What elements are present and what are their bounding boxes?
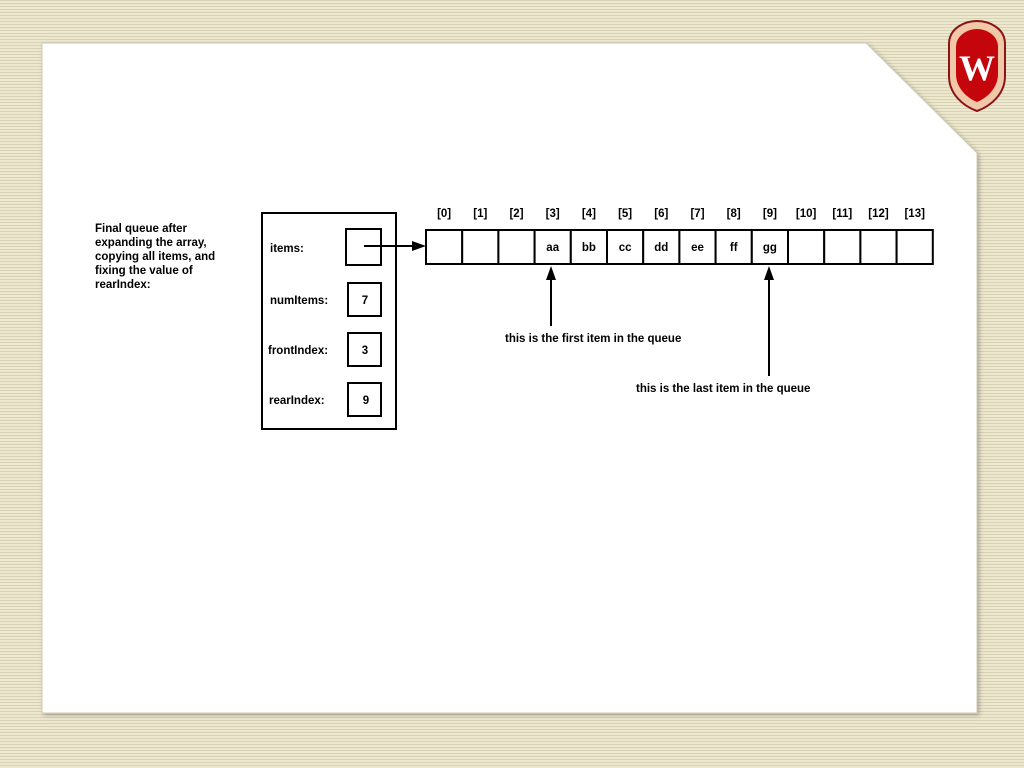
field-value-numitems: 7 [361, 295, 369, 307]
field-label-rearindex: rearIndex: [269, 395, 325, 407]
array-index-label: [12] [868, 208, 889, 220]
field-label-items: items: [270, 243, 304, 255]
caption-line: copying all items, and [95, 251, 216, 263]
slide-page [42, 43, 977, 713]
caption-line: Final queue after [95, 223, 188, 235]
caption-line: expanding the array, [95, 237, 207, 249]
array-index-label: [10] [795, 208, 817, 220]
caption-line: rearIndex: [95, 279, 151, 291]
array-index-label: [13] [904, 208, 925, 220]
last-item-note: this is the last item in the queue [636, 383, 811, 395]
array-index-label: [5] [618, 208, 633, 220]
array-cell-value: dd [654, 242, 669, 254]
array-index-label: [7] [690, 208, 705, 220]
array-cell [897, 230, 933, 264]
field-value-rearindex: 9 [362, 395, 370, 407]
array-cell-value: aa [546, 242, 560, 254]
array-index-label: [6] [654, 208, 669, 220]
array-index-label: [2] [509, 208, 524, 220]
uw-crest-logo [949, 21, 1005, 111]
field-value-frontindex: 3 [361, 345, 369, 357]
array-cell [498, 230, 534, 264]
field-label-frontindex: frontIndex: [268, 345, 329, 357]
array-cell [426, 230, 462, 264]
array-index-label: [4] [581, 208, 596, 220]
field-label-numitems: numItems: [270, 295, 329, 307]
array-cell [824, 230, 860, 264]
array-index-label: [0] [437, 208, 452, 220]
array-cell-value: cc [618, 242, 632, 254]
array-cell-value: gg [762, 242, 777, 254]
caption-line: fixing the value of [95, 265, 193, 277]
array-index-label: [1] [473, 208, 488, 220]
array-index-label: [11] [832, 208, 853, 220]
array-cell-value: ff [729, 242, 738, 254]
array-cell [462, 230, 498, 264]
array-index-label: [3] [545, 208, 560, 220]
array-cell-value: bb [581, 242, 596, 254]
uw-crest-letter: W [959, 48, 995, 88]
first-item-note: this is the first item in the queue [505, 333, 682, 345]
array-cell [788, 230, 824, 264]
array-index-label: [8] [726, 208, 741, 220]
array-cell [860, 230, 896, 264]
array-cell-value: ee [691, 242, 704, 254]
array-index-label: [9] [762, 208, 777, 220]
